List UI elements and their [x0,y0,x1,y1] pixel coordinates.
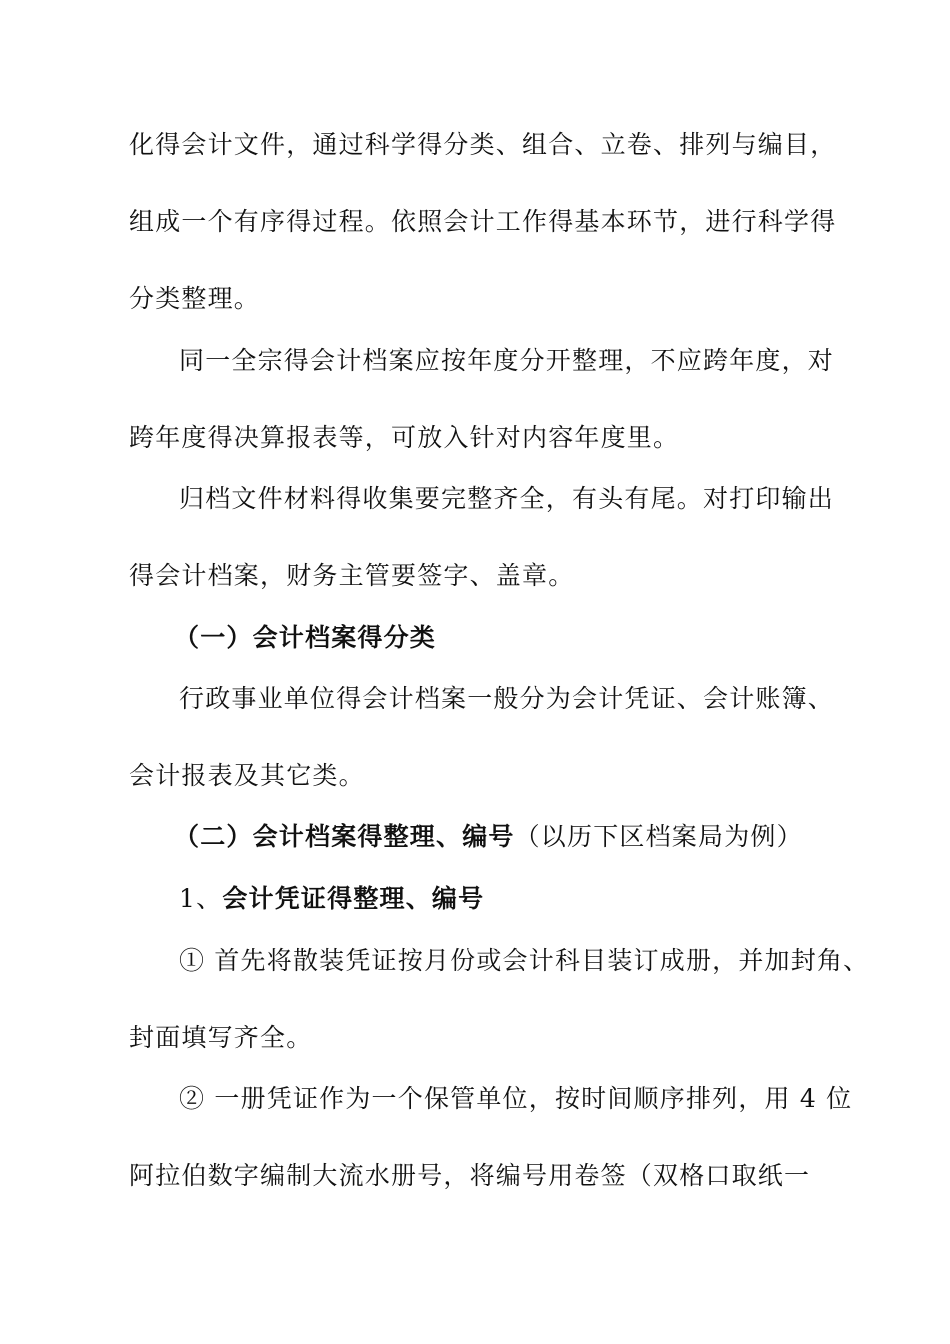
paragraph-line: 封面填写齐全。 [129,1023,313,1052]
subsection-title: 会计凭证得整理、编号 [222,884,485,913]
paragraph-line: 分类整理。 [129,284,261,313]
paragraph-line: 得会计档案，财务主管要签字、盖章。 [129,561,575,590]
paragraph-line: 组成一个有序得过程。依照会计工作得基本环节，进行科学得 [129,207,837,236]
section-heading [174,822,803,852]
section-heading: （一）会计档案得分类 [174,623,437,652]
paragraph-line: 会计报表及其它类。 [129,761,365,790]
paragraph-line: ② 一册凭证作为一个保管单位，按时间顺序排列，用 4 位 [179,1084,853,1113]
paragraph-line: 跨年度得决算报表等，可放入针对内容年度里。 [129,423,680,452]
section-heading-title: （二）会计档案得整理、编号 [174,822,515,851]
subsection-heading [179,884,484,914]
paragraph-line: 行政事业单位得会计档案一般分为会计凭证、会计账簿、 [179,684,835,713]
paragraph-line: 化得会计文件，通过科学得分类、组合、立卷、排列与编目， [129,130,837,159]
section-heading-note: （以历下区档案局为例） [514,822,803,851]
paragraph-line: 归档文件材料得收集要完整齐全，有头有尾。对打印输出 [179,484,835,513]
paragraph-line: 阿拉伯数字编制大流水册号，将编号用卷签（双格口取纸一 [129,1161,811,1190]
subsection-number: 1、 [179,884,223,913]
paragraph-line: ① 首先将散装凭证按月份或会计科目装订成册，并加封角、 [179,946,870,975]
paragraph-line: 同一全宗得会计档案应按年度分开整理，不应跨年度，对 [179,346,835,375]
